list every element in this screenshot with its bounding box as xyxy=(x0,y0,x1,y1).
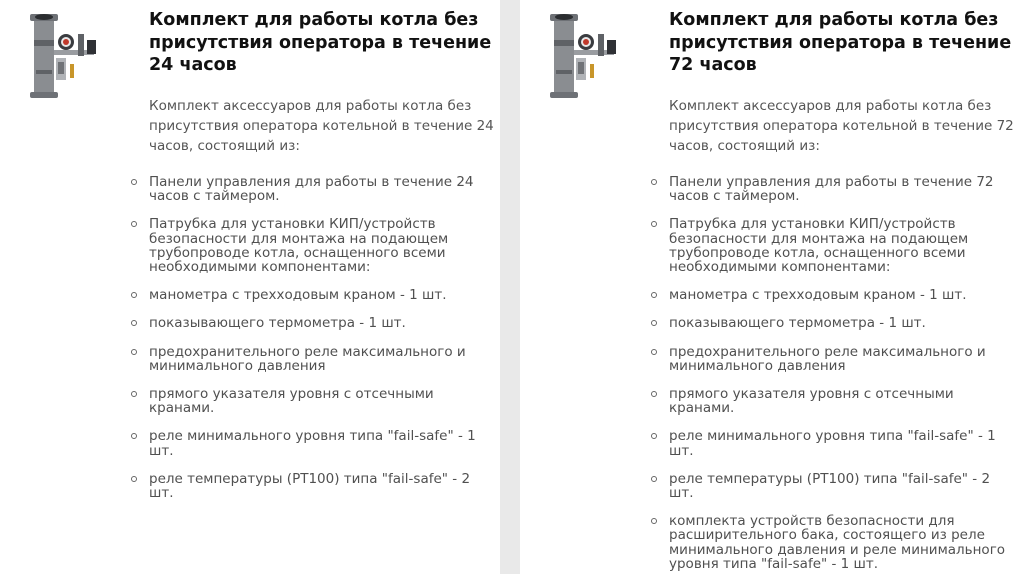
bullet-icon xyxy=(651,518,657,524)
list-item xyxy=(131,387,489,415)
list-item xyxy=(651,217,1009,274)
bullet-icon xyxy=(651,221,657,227)
list-item xyxy=(131,345,489,373)
bullet-icon xyxy=(651,476,657,482)
list-item xyxy=(651,387,1009,415)
product-card-24h xyxy=(0,0,500,574)
bullet-icon xyxy=(131,320,137,326)
bullet-icon xyxy=(651,433,657,439)
boiler-kit-image xyxy=(20,10,100,102)
list-item xyxy=(651,345,1009,373)
bullet-icon xyxy=(651,179,657,185)
list-item-text: манометра с трехходовым краном - 1 шт. xyxy=(669,287,967,304)
bullet-icon xyxy=(131,433,137,439)
card-intro: Комплект аксессуаров для работы котла без присутствия оператора котельной в течение 24 часов, состоящий из: xyxy=(149,98,494,154)
list-item xyxy=(131,316,489,330)
bullet-icon xyxy=(131,292,137,298)
list-item-text: Панели управления для работы в течение 72 часов с таймером. xyxy=(669,174,994,205)
list-item xyxy=(131,472,489,500)
list-item xyxy=(651,175,1009,203)
bullet-icon xyxy=(651,391,657,397)
bullet-icon xyxy=(651,320,657,326)
component-list xyxy=(131,175,489,514)
list-item xyxy=(131,175,489,203)
list-item xyxy=(131,217,489,274)
product-card-72h xyxy=(520,0,1021,574)
list-item-text: реле минимального уровня типа "fail-safe" - 1 шт. xyxy=(149,428,476,459)
list-item xyxy=(131,288,489,302)
bullet-icon xyxy=(651,292,657,298)
card-title: Комплект для работы котла без присутствия оператора в течение 24 часов xyxy=(149,10,492,75)
list-item-text: реле температуры (PT100) типа "fail-safe" - 2 шт. xyxy=(669,470,991,502)
list-item-text: реле минимального уровня типа "fail-safe" - 1 шт. xyxy=(669,428,996,459)
list-item-text: предохранительного реле максимального и минимального давления xyxy=(149,343,466,374)
list-item xyxy=(131,429,489,457)
component-list xyxy=(651,175,1009,574)
bullet-icon xyxy=(131,391,137,397)
bullet-icon xyxy=(131,476,137,482)
list-item xyxy=(651,316,1009,330)
list-item-text: прямого указателя уровня с отсечными кранами. xyxy=(669,386,954,417)
list-item xyxy=(651,288,1009,302)
list-item-text: реле температуры (PT100) типа "fail-safe" - 2 шт. xyxy=(149,470,471,502)
list-item-text: Патрубка для установки КИП/устройств безопасности для монтажа на подающем трубопроводе котла, оснащенного всеми необходимыми компонентами: xyxy=(149,216,449,276)
bullet-icon xyxy=(131,221,137,227)
bullet-icon xyxy=(131,179,137,185)
list-item-text: показывающего термометра - 1 шт. xyxy=(669,315,926,332)
list-item-text: комплекта устройств безопасности для расширительного бака, состоящего из реле минимального давления и реле минимального уровня типа "fail-safe" - 1 шт. xyxy=(669,513,1006,572)
list-item-text: манометра с трехходовым краном - 1 шт. xyxy=(149,287,447,304)
card-title: Комплект для работы котла без присутствия оператора в течение 72 часов xyxy=(669,10,1012,75)
bullet-icon xyxy=(651,349,657,355)
list-item xyxy=(651,472,1009,500)
list-item-text: показывающего термометра - 1 шт. xyxy=(149,315,406,332)
list-item-text: Панели управления для работы в течение 24 часов с таймером. xyxy=(149,174,474,205)
list-item-text: прямого указателя уровня с отсечными кранами. xyxy=(149,386,434,417)
list-item xyxy=(651,429,1009,457)
list-item-text: предохранительного реле максимального и минимального давления xyxy=(669,343,986,374)
list-item xyxy=(651,514,1009,571)
card-intro: Комплект аксессуаров для работы котла без присутствия оператора котельной в течение 72 часов, состоящий из: xyxy=(669,98,1014,154)
list-item-text: Патрубка для установки КИП/устройств безопасности для монтажа на подающем трубопроводе котла, оснащенного всеми необходимыми компонентами: xyxy=(669,216,969,276)
boiler-kit-image xyxy=(540,10,620,102)
bullet-icon xyxy=(131,349,137,355)
